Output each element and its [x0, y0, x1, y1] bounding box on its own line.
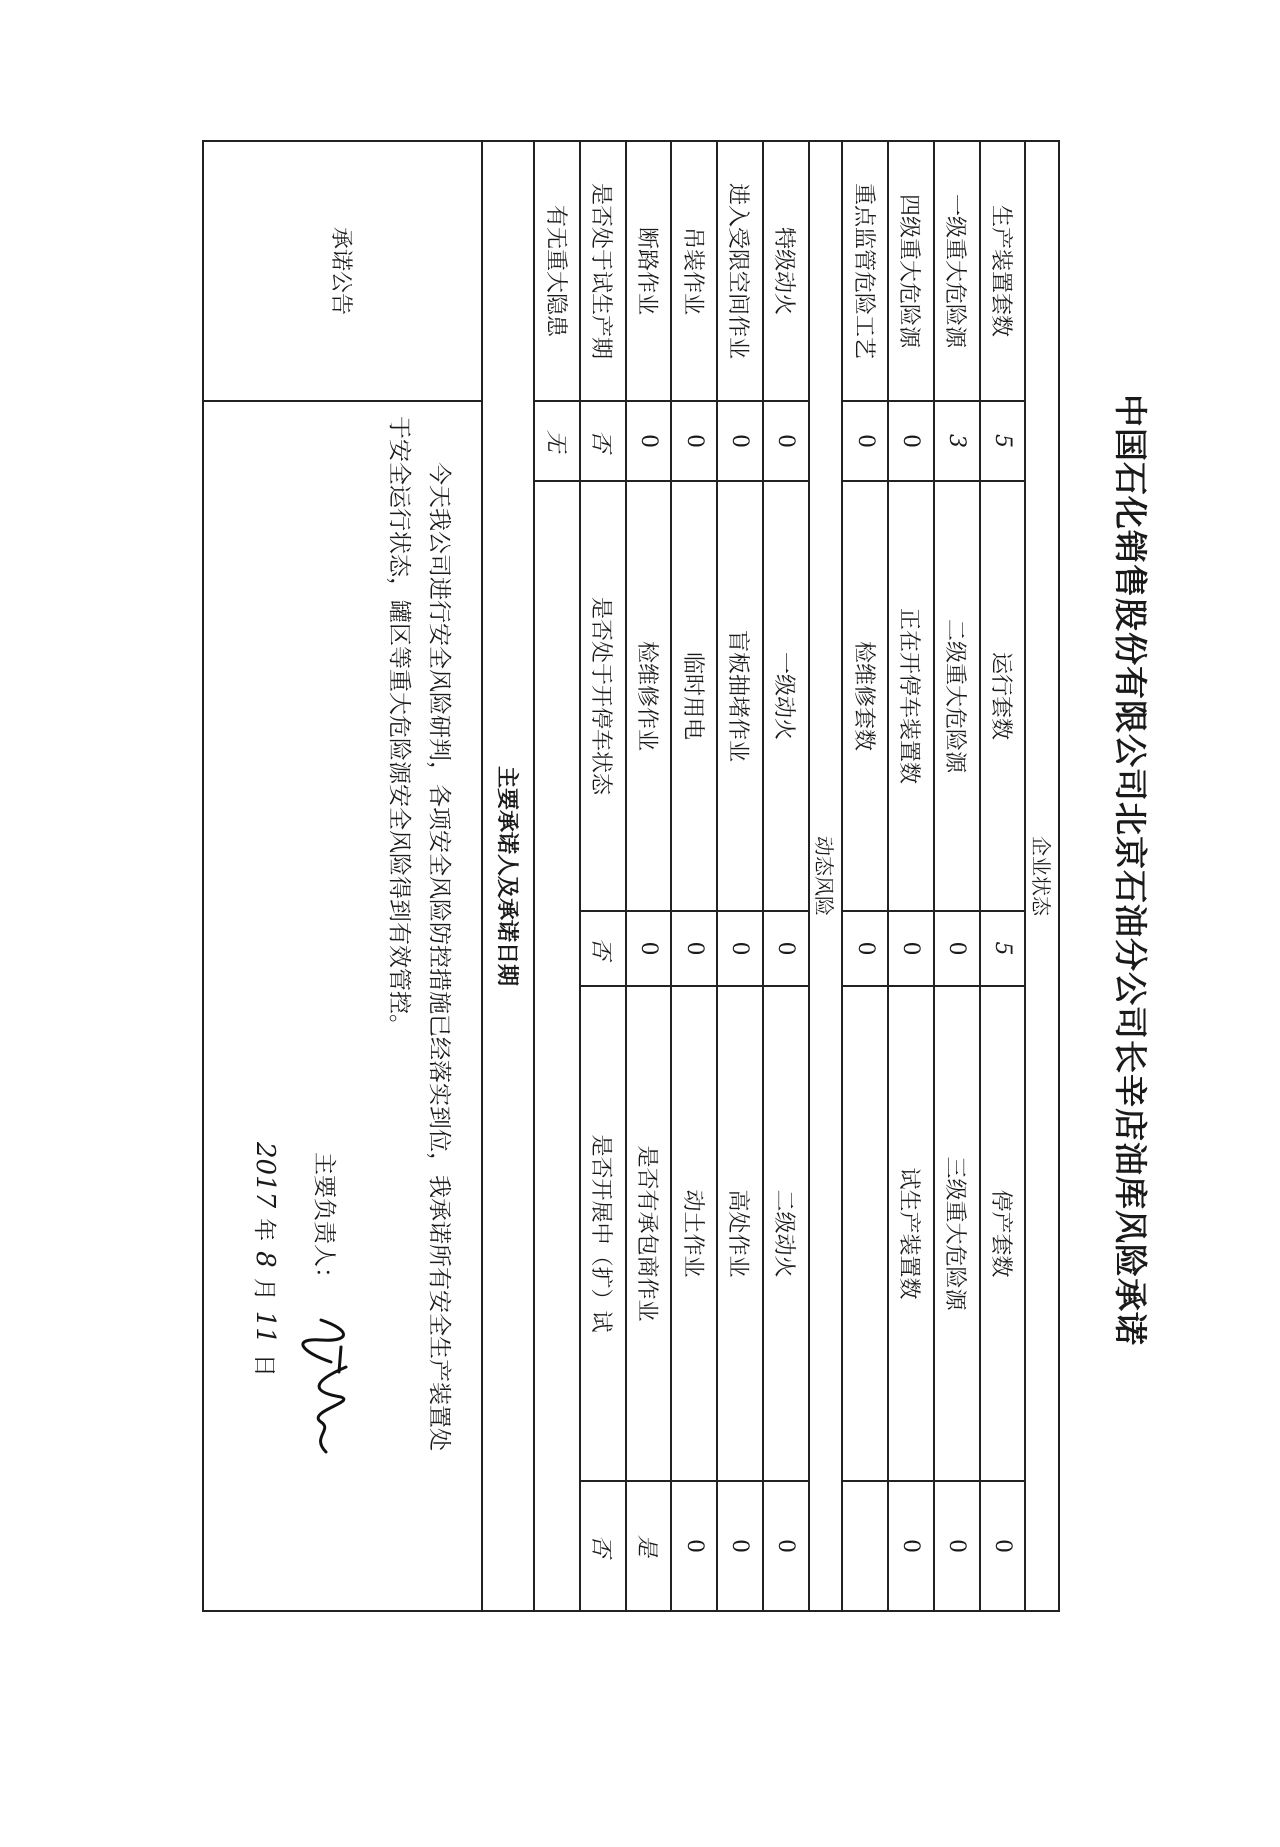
cell-label: 是否处于试生产期: [580, 141, 626, 401]
cell-value: 0: [626, 401, 672, 481]
cell-label: 检维修作业: [626, 481, 672, 911]
commitment-header: 主要承诺人及承诺日期: [482, 141, 534, 1611]
cell-label: 试生产装置数: [888, 986, 934, 1481]
cell-value: 0: [763, 401, 809, 481]
cell-value: 0: [717, 1481, 763, 1611]
date-day: 11: [249, 1310, 280, 1344]
table-row: [671, 141, 717, 1611]
table-row: [763, 141, 809, 1611]
date-year: 2017: [249, 1142, 280, 1209]
cell-empty: [842, 1481, 888, 1611]
cell-label: 检维修套数: [842, 481, 888, 911]
date-day-suffix: 日: [250, 1353, 277, 1377]
table-row: [842, 141, 888, 1611]
table-row: [980, 141, 1026, 1611]
table-row: [717, 141, 763, 1611]
date-month-suffix: 月: [250, 1277, 277, 1301]
dynamic-risk-header: 动态风险: [809, 141, 843, 1611]
cell-label: 三级重大危险源: [934, 986, 980, 1481]
table-row: [934, 141, 980, 1611]
cell-label: 一级动火: [763, 481, 809, 911]
notice-cell: [203, 401, 482, 1611]
cell-label: 动土作业: [671, 986, 717, 1481]
cell-value: 0: [842, 401, 888, 481]
notice-row: [203, 141, 482, 1611]
cell-label: 临时用电: [671, 481, 717, 911]
cell-value: 否: [580, 1481, 626, 1611]
table-row: [580, 141, 626, 1611]
notice-label: 承诺公告: [203, 141, 482, 401]
dynamic-risk-header-row: [809, 141, 843, 1611]
date-month: 8: [249, 1251, 280, 1268]
cell-value: 否: [580, 401, 626, 481]
cell-value: 0: [888, 1481, 934, 1611]
cell-label: 二级重大危险源: [934, 481, 980, 911]
cell-label: 特级动火: [763, 141, 809, 401]
date-year-suffix: 年: [250, 1218, 277, 1242]
cell-value: 0: [888, 911, 934, 986]
handwritten-signature: [291, 1312, 361, 1462]
cell-empty: [842, 986, 888, 1481]
rotated-document: [160, 95, 1160, 1645]
cell-label: 吊装作业: [671, 141, 717, 401]
cell-label: 停产套数: [980, 986, 1026, 1481]
notice-text: 今天我公司进行安全风险研判，各项安全风险防控措施已经落实到位，我承诺所有安全生产装置处于安全运行状态，罐区等重大危险源安全风险得到有效管控。: [385, 416, 452, 1451]
cell-value: 0: [717, 911, 763, 986]
cell-value: 0: [980, 1481, 1026, 1611]
cell-value: 否: [580, 911, 626, 986]
enterprise-status-header-row: [1025, 141, 1059, 1611]
cell-label: 是否开展中（扩）试: [580, 986, 626, 1481]
cell-label: 有无重大隐患: [534, 141, 580, 401]
commitment-date: [250, 1132, 283, 1377]
cell-value: 0: [626, 911, 672, 986]
cell-label: 正在开停车装置数: [888, 481, 934, 911]
enterprise-status-header: 企业状态: [1025, 141, 1059, 1611]
cell-value: 0: [671, 911, 717, 986]
cell-label: 四级重大危险源: [888, 141, 934, 401]
table-row: [626, 141, 672, 1611]
commitment-header-row: [482, 141, 534, 1611]
cell-label: 生产装置套数: [980, 141, 1026, 401]
cell-value: 0: [888, 401, 934, 481]
cell-value: 0: [671, 401, 717, 481]
cell-value: 0: [842, 911, 888, 986]
cell-value: 0: [717, 401, 763, 481]
cell-label: 进入受限空间作业: [717, 141, 763, 401]
cell-label: 是否处于开停车状态: [580, 481, 626, 911]
cell-value: 5: [980, 401, 1026, 481]
document-title: 中国石化销售股份有限公司北京石油分公司长辛店油库风险承诺: [1111, 394, 1150, 1346]
cell-value: 0: [934, 1481, 980, 1611]
cell-label: 断路作业: [626, 141, 672, 401]
cell-value: 3: [934, 401, 980, 481]
risk-commitment-table: [202, 140, 1060, 1612]
cell-value: 0: [763, 1481, 809, 1611]
cell-value: 5: [980, 911, 1026, 986]
cell-value: 是: [626, 1481, 672, 1611]
cell-label: 运行套数: [980, 481, 1026, 911]
cell-value: 0: [934, 911, 980, 986]
cell-empty: [534, 481, 580, 1611]
cell-value: 无: [534, 401, 580, 481]
table-row: [534, 141, 580, 1611]
cell-label: 二级动火: [763, 986, 809, 1481]
cell-label: 盲板抽堵作业: [717, 481, 763, 911]
cell-value: 0: [763, 911, 809, 986]
cell-value: 0: [671, 1481, 717, 1611]
table-row: [888, 141, 934, 1611]
cell-label: 是否有承包商作业: [626, 986, 672, 1481]
cell-label: 高处作业: [717, 986, 763, 1481]
cell-label: 一级重大危险源: [934, 141, 980, 401]
signer-label: 主要负责人：: [310, 1152, 337, 1290]
cell-label: 重点监管危险工艺: [842, 141, 888, 401]
